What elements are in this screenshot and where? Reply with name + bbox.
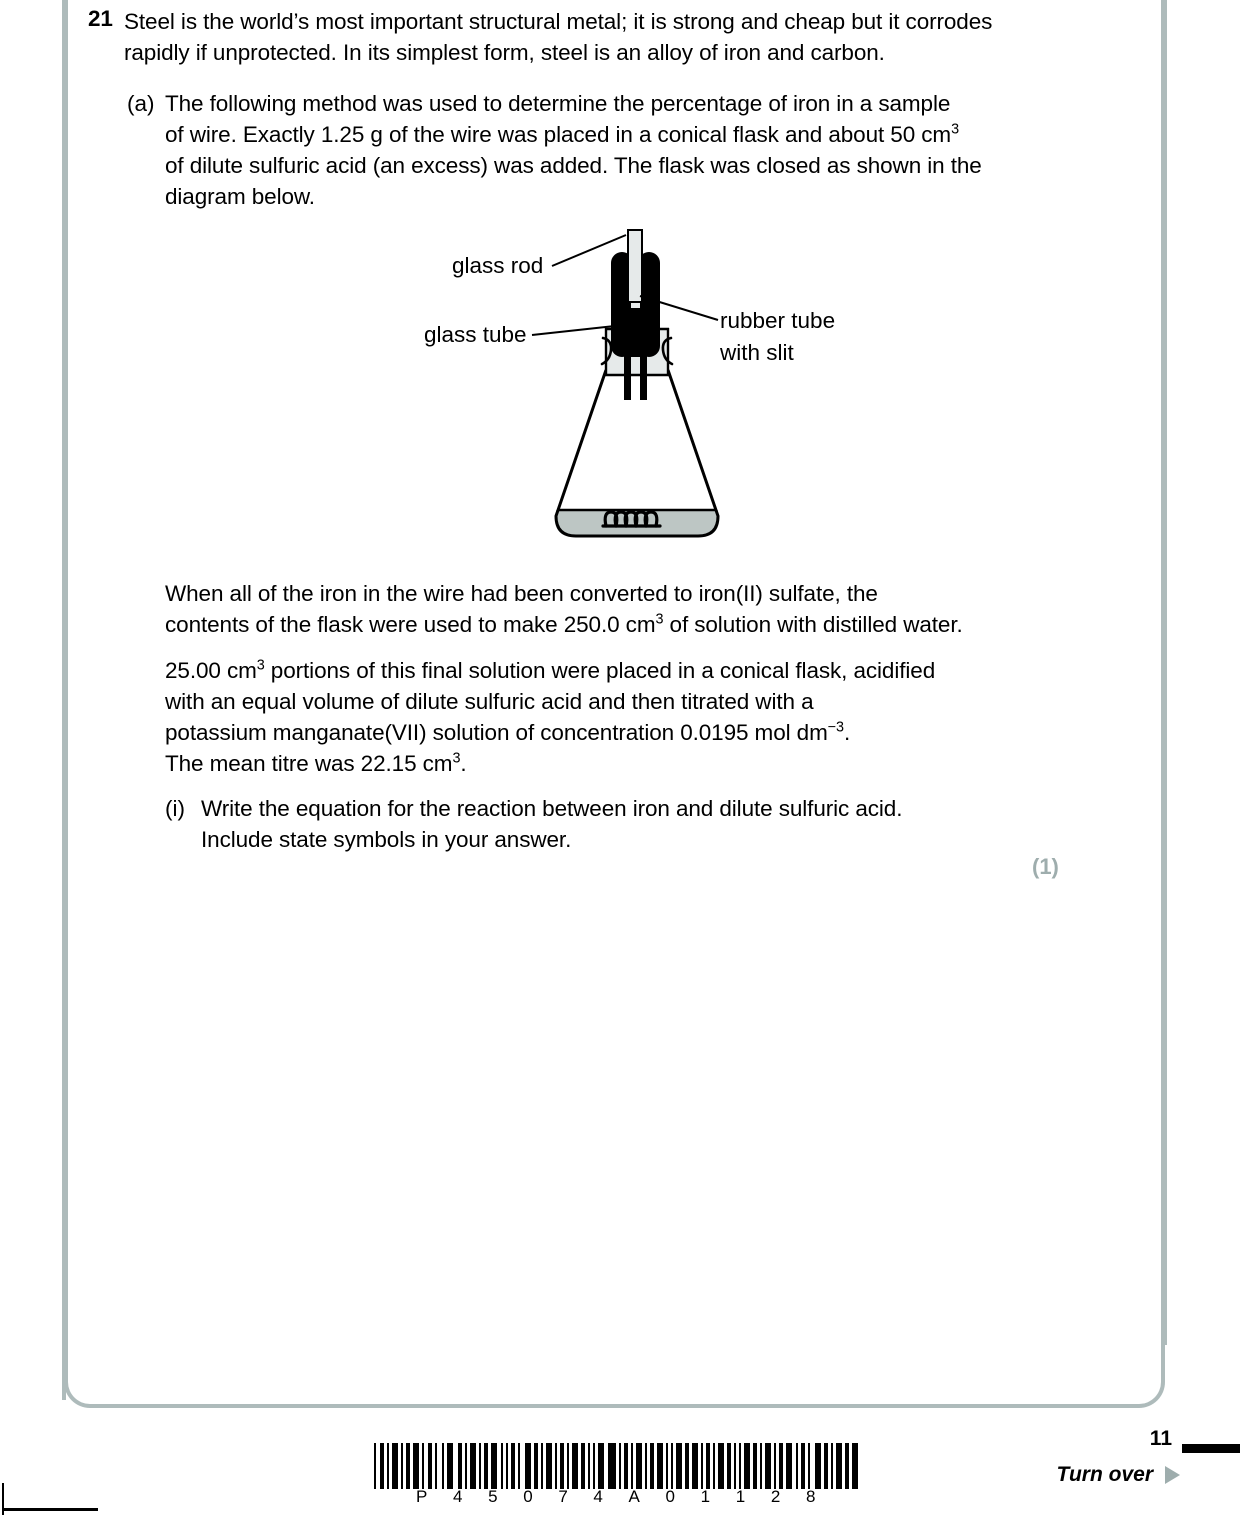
titration-line1b: portions of this final solution were placed in a conical flask, acidified bbox=[264, 658, 936, 683]
paragraph-conversion bbox=[165, 578, 1045, 640]
barcode-char: P bbox=[416, 1487, 428, 1506]
titration-line3a: potassium manganate(VII) solution of concentration 0.0195 mol dm bbox=[165, 720, 828, 745]
barcode bbox=[372, 1443, 860, 1489]
barcode-char: A bbox=[628, 1487, 641, 1506]
crop-mark-horizontal bbox=[2, 1508, 98, 1511]
apparatus-diagram bbox=[400, 210, 900, 560]
conversion-line2a: contents of the flask were used to make 250.0 cm bbox=[165, 612, 656, 637]
label-glass-tube: glass tube bbox=[424, 322, 527, 347]
marks-badge: (1) bbox=[1032, 854, 1059, 879]
part-a-line2-sup: 3 bbox=[951, 121, 959, 138]
barcode-digits bbox=[372, 1487, 860, 1507]
subpart-i-label: (i) bbox=[165, 796, 185, 821]
titration-line3-sup: −3 bbox=[827, 719, 844, 736]
page-number: 11 bbox=[1149, 1427, 1172, 1450]
subpart-i-line1: Write the equation for the reaction between iron and dilute sulfuric acid. bbox=[201, 796, 903, 821]
barcode-char: 2 bbox=[770, 1487, 781, 1506]
part-a-line4: diagram below. bbox=[165, 184, 315, 209]
label-rubber-tube-line1: rubber tube bbox=[720, 308, 836, 333]
barcode-char: 0 bbox=[523, 1487, 534, 1506]
titration-line2: with an equal volume of dilute sulfuric acid and then titrated with a bbox=[165, 689, 814, 714]
titration-line4b: . bbox=[460, 751, 467, 776]
titration-line1-sup: 3 bbox=[256, 657, 265, 674]
barcode-char: 1 bbox=[735, 1487, 746, 1506]
label-rubber-tube-line2: with slit bbox=[720, 340, 794, 365]
barcode-char: 5 bbox=[488, 1487, 499, 1506]
titration-line4a: The mean titre was 22.15 cm bbox=[165, 751, 453, 776]
barcode-char: 0 bbox=[665, 1487, 676, 1506]
question-stem: Steel is the world’s most important structural metal; it is strong and cheap but it corrodes rapidly if unprotected. In its simplest form, steel is an alloy of iron and carbon. bbox=[124, 9, 993, 65]
part-a-label: (a) bbox=[127, 91, 155, 116]
subpart-i-line2: Include state symbols in your answer. bbox=[201, 827, 572, 852]
label-glass-rod: glass rod bbox=[452, 253, 544, 278]
titration-line3b: . bbox=[843, 720, 851, 745]
turn-over-notice bbox=[1057, 1463, 1180, 1487]
barcode-char: 7 bbox=[558, 1487, 569, 1506]
barcode-char: 1 bbox=[700, 1487, 711, 1506]
paragraph-titration bbox=[165, 655, 1045, 779]
conversion-line1: When all of the iron in the wire had been converted to iron(II) sulfate, the bbox=[165, 581, 878, 606]
turn-over-arrow-icon bbox=[1165, 1466, 1180, 1484]
turn-over-label: Turn over bbox=[1056, 1463, 1153, 1486]
part-a-line1: The following method was used to determine the percentage of iron in a sample bbox=[165, 91, 951, 116]
part-a-text bbox=[165, 88, 1055, 212]
titration-line1a: 25.00 cm bbox=[165, 658, 257, 683]
subpart-i-text bbox=[201, 793, 1061, 855]
barcode-char: 4 bbox=[452, 1487, 463, 1506]
barcode-char: 4 bbox=[593, 1487, 604, 1506]
part-a-line3: of dilute sulfuric acid (an excess) was added. The flask was closed as shown in the bbox=[165, 153, 982, 178]
titration-line4-sup: 3 bbox=[452, 750, 461, 767]
barcode-char: 8 bbox=[805, 1487, 816, 1506]
conversion-line2b: of solution with distilled water. bbox=[663, 612, 963, 637]
question-number: 21 bbox=[88, 6, 113, 31]
conversion-line2-sup: 3 bbox=[655, 611, 664, 628]
glass-rod bbox=[628, 230, 642, 302]
registration-bar bbox=[1182, 1444, 1240, 1453]
part-a-line2: of wire. Exactly 1.25 g of the wire was placed in a conical flask and about 50 cm bbox=[165, 122, 952, 147]
